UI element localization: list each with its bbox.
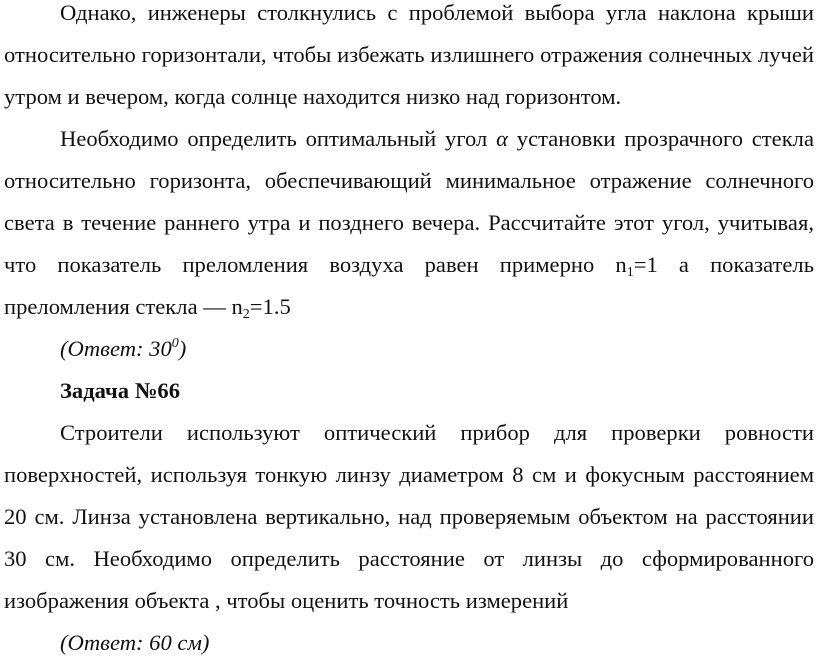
answer-line-1: [4, 328, 814, 370]
paragraph-lens-task: Строители используют оптический прибор для проверки ровности поверхностей, используя тонкую линзу диаметром 8 см и фокусным расстоянием 20 см. Линза установлена вертикально, над проверяемым объектом на расстоянии 30 см. Необходимо определить расстояние от линзы до сформированного изображения объекта , чтобы оценить точность измерений: [4, 420, 814, 613]
paragraph-text-part2: установки прозрачного стекла относительно горизонта, обеспечивающий минимальное отражение солнечного света в течение раннего утра и позднего вечера. Рассчитайте этот угол, учитывая, что показатель преломления воздуха равен примерно n: [4, 126, 814, 277]
alpha-symbol: α: [496, 126, 508, 151]
paragraph-text-part1: Необходимо определить оптимальный угол: [60, 126, 497, 151]
subscript-n1: 1: [626, 265, 634, 280]
answer-line-2: (Ответ: 60 см): [60, 630, 210, 655]
subscript-n2: 2: [242, 307, 250, 322]
paragraph-text-part3: =1 а показатель преломления стекла — n: [4, 252, 814, 319]
task-heading: Задача №66: [60, 378, 181, 403]
answer-1-suffix: ): [178, 336, 187, 361]
paragraph-text-part4: =1.5: [249, 294, 291, 319]
paragraph-roof-angle-problem: Однако, инженеры столкнулись с проблемой выбора угла наклона крыши относительно горизонтали, чтобы избежать излишнего отражения солнечных лучей утром и вечером, когда солнце находится низко над горизонтом.: [4, 0, 814, 109]
degree-superscript: 0: [171, 336, 179, 351]
answer-1-prefix: (Ответ: 30: [60, 336, 172, 361]
paragraph-glass-angle-task: [4, 118, 814, 328]
